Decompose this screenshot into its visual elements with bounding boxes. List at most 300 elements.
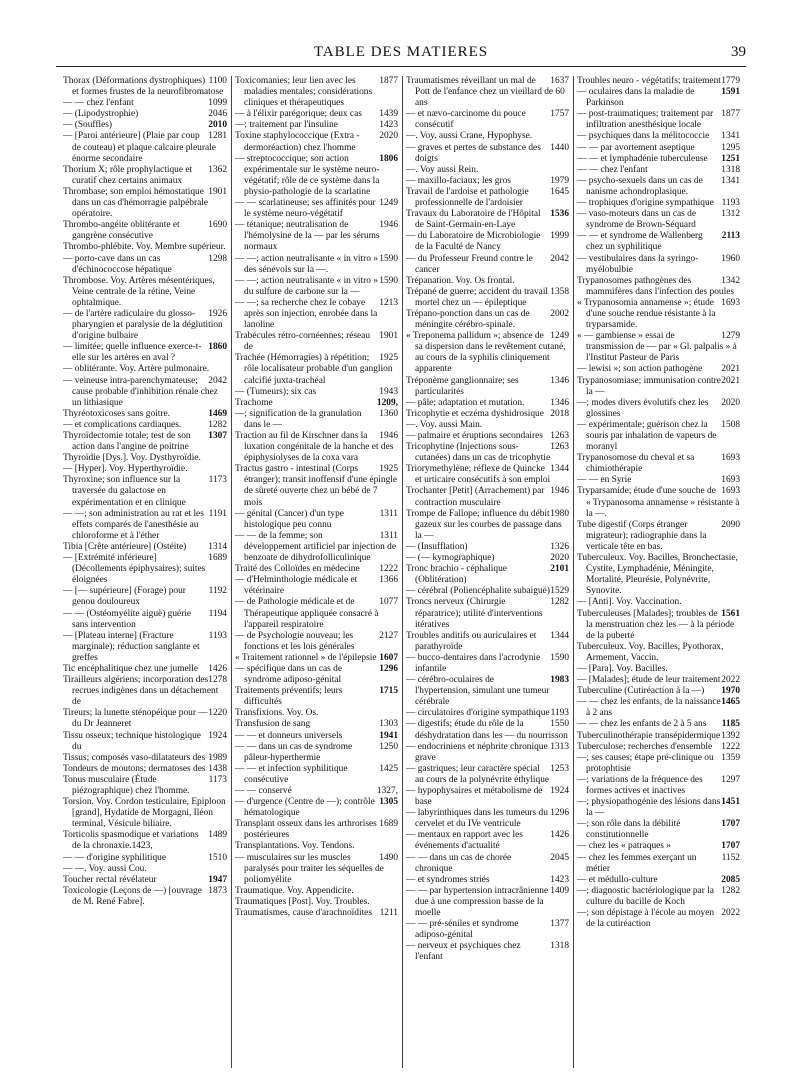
entry-page-number: 1249 (379, 198, 398, 209)
index-entry (577, 697, 740, 719)
entry-text: Tryparsamide; étude d'une souche de « Trypanosoma annamense » résistante à la —. (577, 486, 740, 519)
entry-text: Trypanosomes pathogènes des mammifères dans l'infection des poules (577, 275, 735, 297)
index-entry (63, 797, 227, 830)
index-entry (406, 486, 569, 508)
index-entry (235, 120, 398, 131)
entry-text: —; traitement par l'insuline (235, 120, 338, 131)
entry-text: Transplantations. Voy. Tendons. (235, 841, 355, 852)
entry-page-number: 1925 (379, 353, 398, 364)
index-entry (406, 919, 569, 941)
index-entry (63, 752, 227, 764)
entry-text: Thrombo-angéite oblitérante et gangrène consécutive (63, 220, 180, 242)
entry-text: Toxicomanies; leur lien avec les maladies mentales; considérations cliniques et thérapeutiques (235, 76, 373, 109)
index-entry (577, 275, 740, 298)
entry-text: — — par hypertension intracrânienne due à une compression basse de la moelle (406, 885, 549, 919)
entry-page-number: 1220 (208, 708, 227, 719)
entry-text: —; modes divers évolutifs chez les glossines (577, 397, 709, 419)
entry-text: — — d'origine syphilitique (63, 852, 166, 863)
entry-text: Tonus musculaire (Étude piézographique) chez l'homme. (63, 774, 190, 796)
entry-text: — (Insufflation) (406, 541, 468, 552)
entry-page-number: 2090 (721, 519, 740, 530)
entry-page-number: 1409 (550, 885, 569, 896)
index-entry (406, 719, 569, 741)
entry-page-number: 1465 (721, 697, 740, 708)
index-entry (235, 464, 398, 508)
entry-text: Traumatismes réveillant un mal de Pott de l'enfance chez un vieillard de 60 ans (406, 76, 565, 109)
index-entry (235, 397, 398, 409)
entry-page-number: 1438 (208, 763, 227, 774)
entry-text: — expérimentale; guérison chez la souris par inhalation de vapeurs de moranyl (577, 419, 717, 453)
entry-text: Triorymethylène; réflexe de Quincke et urticaire consécutifs à son emploi (406, 464, 551, 486)
entry-text: Tissu osseux; technique histologique du (63, 730, 201, 752)
index-entry (235, 708, 398, 719)
entry-text: — — dans un cas de chorée chronique (406, 852, 512, 874)
index-entry (406, 553, 569, 564)
index-entry (577, 453, 740, 475)
index-entry (577, 164, 740, 176)
entry-page-number: 1298 (208, 253, 227, 264)
entry-text: — de Psychologie nouveau; les fonctions et les lois générales (235, 630, 355, 652)
entry-text: — trophiques d'origine sympathique (577, 198, 714, 209)
entry-text: — limitée; quelle influence exerce-t-elle sur les artères en aval ? (63, 342, 202, 364)
index-entry (577, 874, 740, 886)
index-entry (577, 675, 740, 686)
index-entry (406, 209, 569, 231)
entry-page-number: 1690 (208, 220, 227, 231)
entry-text: —. Voy. aussi Main. (406, 419, 483, 430)
entry-page-number: 1983 (550, 675, 569, 686)
entry-text: — chez les « patraques » (577, 841, 671, 852)
entry-text: —; diagnostic bactériologique par la culture du bacille de Koch (577, 885, 714, 907)
index-entry (235, 741, 398, 764)
entry-page-number: 2101 (550, 564, 569, 575)
entry-page-number: 1185 (721, 719, 740, 730)
entry-page-number: 1536 (550, 209, 569, 220)
entry-text: —; variations de la fréquence des formes actives et inactives (577, 774, 703, 796)
entry-text: — bucco-dentaires dans l'acrodynie infantile (406, 652, 541, 674)
index-entry (235, 253, 398, 276)
entry-page-number: 2018 (550, 408, 569, 419)
entry-page-number: 1318 (721, 164, 740, 175)
entry-text: — d'Helminthologie médicale et vétérinaire (235, 575, 358, 597)
entry-text: Traumatique. Voy. Appendicite. (235, 885, 354, 896)
entry-page-number: 1451 (721, 797, 740, 808)
entry-text: — à l'élixir parégorique; deux cas (235, 109, 362, 120)
index-entry (235, 153, 398, 198)
entry-page-number: 1590 (379, 275, 398, 286)
entry-text: — palmaire et éruptions secondaires (406, 431, 543, 441)
entry-page-number: 1211 (379, 908, 398, 919)
index-entry (63, 708, 227, 730)
entry-page-number: 1645 (550, 186, 569, 197)
entry-page-number: 1529 (550, 586, 569, 597)
entry-page-number: 1077 (379, 597, 398, 608)
page-number: 39 (731, 44, 746, 60)
entry-text: Thrombo-phlébite. Voy. Membre supérieur. (63, 242, 226, 253)
entry-text: — (Tumeurs); six cas (235, 386, 317, 397)
entry-page-number: 1100 (208, 76, 227, 86)
entry-text: Thrombase; son emploi hémostatique dans un cas d'hémorragie palpébrale opératoire. (63, 186, 209, 220)
entry-page-number: 1282 (208, 419, 227, 430)
entry-text: Tuberculinothérapie transépidermique (577, 730, 721, 741)
entry-text: — oblitérante. Voy. Artère pulmonaire. (63, 364, 210, 375)
index-entry (577, 175, 740, 198)
entry-text: Thyroïdectomie totale; test de son action dans l'angine de poitrine (63, 431, 191, 453)
entry-page-number: 1250 (379, 741, 398, 752)
entry-page-number: 1253 (550, 763, 569, 774)
entry-page-number: 1489 (208, 830, 227, 841)
entry-page-number: 1877 (379, 76, 398, 86)
entry-page-number: 2010 (208, 120, 227, 131)
index-entry (63, 830, 227, 852)
entry-page-number: 1425 (379, 763, 398, 774)
entry-text: —; signification de la granulation dans le — (235, 408, 362, 430)
entry-text: Tuberculose; recherches d'ensemble (577, 741, 713, 752)
index-entry (63, 375, 227, 409)
entry-text: Torticolis spasmodique et variations de la chronaxie.1423, (63, 830, 199, 852)
index-entry (63, 763, 227, 775)
entry-page-number: 1359 (721, 752, 740, 763)
entry-page-number: 1926 (208, 308, 227, 319)
index-entry (63, 431, 227, 453)
entry-page-number: 1423 (379, 120, 398, 131)
entry-text: Trépano-ponction dans un cas de méningite cérébro-spinale. (406, 308, 530, 331)
index-entry (235, 719, 398, 730)
entry-page-number: 1213 (379, 297, 398, 308)
index-entry (577, 109, 740, 131)
entry-page-number: 2113 (721, 231, 740, 242)
index-entry (406, 941, 569, 963)
entry-text: — maxillo-faciaux; les gros (406, 175, 511, 186)
index-entry (577, 297, 740, 331)
entry-text: Thyréotoxicoses sans goitre. (63, 408, 171, 419)
entry-page-number: 1439 (379, 109, 398, 120)
index-entry (63, 553, 227, 586)
entry-text: — chez les femmes exerçant un métier (577, 852, 697, 874)
entry-text: — [Extrémité inférieure] (Décollements épiphysaires); suites éloignées (63, 553, 206, 586)
entry-text: — nerveux et psychiques chez l'enfant (406, 941, 521, 963)
index-entry (63, 242, 227, 253)
index-entry (235, 908, 398, 919)
index-entry (235, 331, 398, 353)
entry-page-number: 1193 (721, 198, 740, 209)
entry-text: — —; sa recherche chez le cobaye après son injection, enrobée dans la lanoline (235, 297, 378, 331)
entry-page-number: 1326 (550, 541, 569, 552)
entry-text: — [— supérieure] (Forage) pour genou douloureux (63, 586, 186, 608)
entry-page-number: 1979 (550, 175, 569, 186)
index-entry (406, 286, 569, 309)
entry-text: Thorium X; rôle prophylactique et curatif chez certains animaux (63, 164, 193, 186)
index-entry (63, 186, 227, 220)
entry-text: Toxicologie (Leçons de —) [ouvrage de M. René Fabre]. (63, 885, 202, 907)
entry-text: — [Malades]; étude de leur traitement (577, 675, 721, 686)
index-entry (577, 331, 740, 364)
entry-text: — d'urgence (Centre de —); contrôle hématologique (235, 797, 375, 819)
entry-text: — de l'artère radiculaire du glosso-pharyngien et paralysie de la déglutition d'origine bulbaire (63, 308, 223, 342)
index-entry (577, 553, 740, 597)
entry-text: — — en Syrie (577, 475, 632, 486)
index-entry (63, 464, 227, 475)
index-entry (235, 297, 398, 331)
index-entry (63, 475, 227, 508)
entry-text: — pâle; adaptation et mutation. (406, 397, 525, 408)
entry-page-number: 2085 (721, 874, 740, 885)
index-column-1 (60, 76, 231, 1068)
entry-text: — et syndromes striés (406, 874, 490, 885)
entry-text: Tricophytie et eczéma dyshidrosique (406, 408, 544, 419)
entry-text: — [Paroi antérieure] (Plaie par coup de couteau) et plaque calcaire pleurale énorme secondaire (63, 131, 216, 164)
entry-page-number: 1943 (379, 386, 398, 397)
entry-text: — — dans un cas de syndrome pâleur-hyperthermie (235, 741, 353, 763)
index-entry (406, 186, 569, 209)
index-entry (63, 874, 227, 886)
entry-page-number: 1222 (379, 564, 398, 575)
index-entry (406, 508, 569, 542)
entry-page-number: 1377 (550, 919, 569, 930)
index-entry (63, 453, 227, 464)
entry-text: — — chez l'enfant (577, 164, 648, 175)
entry-text: Traitements préventifs; leurs difficultés (235, 686, 343, 708)
entry-text: — — de la femme; son développement artificiel par injection de benzoate de dihydrofolliculinique (235, 530, 397, 564)
index-entry (406, 275, 569, 287)
entry-text: — et complications cardiaques. (63, 419, 182, 430)
entry-page-number: 1099 (208, 98, 227, 109)
entry-text: — labyrinthiques dans les tumeurs du cervelet et du IVe ventricule (406, 808, 548, 830)
entry-page-number: 1346 (550, 375, 569, 386)
entry-text: Troncs nerveux (Chirurgie réparatrice); utilité d'interventions itératives (406, 597, 543, 630)
index-entry (406, 597, 569, 630)
index-entry (406, 375, 569, 398)
entry-text: — [Hyper]. Voy. Hyperthyroïdie. (63, 464, 188, 475)
entry-page-number: 1314 (208, 541, 227, 552)
entry-page-number: 1970 (721, 686, 740, 697)
index-entry (406, 397, 569, 409)
entry-text: Thyroïdie [Dys.]. Voy. Dysthyroïdie. (63, 453, 201, 464)
index-entry (63, 220, 227, 242)
index-entry (406, 874, 569, 886)
entry-page-number: 1924 (208, 730, 227, 741)
entry-page-number: 2042 (550, 253, 569, 264)
entry-text: Tirailleurs algériens; incorporation des recrues indigènes dans un détachement de (63, 675, 219, 708)
entry-text: Transfusion de sang (235, 719, 311, 730)
entry-text: — hypophysaires et métabolisme de base (406, 786, 543, 808)
index-entry (406, 109, 569, 131)
index-entry (406, 331, 569, 375)
entry-text: Toucher rectal révélateur (63, 874, 157, 885)
entry-page-number: 1209, (376, 397, 398, 408)
entry-page-number: 1508 (721, 419, 740, 430)
entry-text: — de Pathologie médicale et de Thérapeutique appliquée consacré à l'appareil respiratoire (235, 597, 379, 630)
index-entry (406, 708, 569, 719)
entry-text: Tuberculeuses [Malades]; troubles de la menstruation chez les — à la période de la puberté (577, 608, 735, 641)
index-entry (406, 164, 569, 176)
entry-page-number: 1901 (379, 331, 398, 342)
entry-page-number: 1693 (721, 486, 740, 497)
index-entry (577, 797, 740, 819)
entry-page-number: 1490 (379, 852, 398, 863)
index-entry (577, 397, 740, 420)
entry-text: Trabécules rétro-cornéennes; réseau de (235, 331, 371, 353)
entry-page-number: 1173 (208, 475, 227, 486)
index-entry (63, 774, 227, 797)
index-entry (63, 852, 227, 864)
header-rule (56, 66, 746, 67)
entry-text: — psycho-sexuels dans un cas de nanisme achondroplasique. (577, 175, 703, 197)
index-entry (406, 741, 569, 764)
index-entry (577, 364, 740, 375)
entry-text: — (Souffles) (63, 120, 113, 131)
entry-text: —; physiopathogénie des lésions dans la — (577, 797, 721, 819)
entry-text: Trypanosomose du cheval et sa chimiothérapie (577, 453, 695, 475)
index-entry (406, 763, 569, 786)
entry-text: Tricophytine (Injections sous-cutanées) dans un cas de tricophytie (406, 442, 551, 464)
index-entry (63, 164, 227, 187)
entry-text: — [Plateau interne] (Fracture marginale); réduction sanglante et greffes (63, 630, 200, 663)
index-entry (63, 342, 227, 364)
index-entry (577, 76, 740, 87)
index-entry (235, 131, 398, 153)
index-entry (406, 830, 569, 852)
entry-text: — tétanique; neutralisation de l'hémolysine de la — par les sérums normaux (235, 220, 380, 253)
entry-page-number: 1305 (379, 797, 398, 808)
entry-page-number: 1251 (721, 153, 740, 164)
entry-page-number: 1693 (721, 453, 740, 464)
entry-text: — oculaires dans la maladie de Parkinson (577, 87, 695, 109)
entry-page-number: 1313 (550, 741, 569, 752)
entry-text: Toxine staphylococcique (Extra - dermoréaction) chez l'homme (235, 131, 360, 153)
entry-page-number: 1222 (721, 741, 740, 752)
index-entry (577, 908, 740, 930)
entry-page-number: 1980 (550, 508, 569, 519)
entry-text: Tondeurs de moutons; dermatoses des (63, 763, 206, 774)
entry-page-number: 1152 (721, 852, 740, 863)
index-entry (577, 597, 740, 608)
index-entry (235, 353, 398, 386)
index-entry (235, 786, 398, 797)
entry-page-number: 1360 (379, 408, 398, 419)
entry-text: Thyroxine; son influence sur la traversée du galactose en expérimentation et en clinique (63, 475, 186, 508)
entry-page-number: 1263 (550, 442, 569, 453)
entry-page-number: 1173 (208, 774, 227, 785)
index-entry (235, 819, 398, 841)
entry-page-number: 1941 (379, 730, 398, 741)
entry-page-number: 1901 (208, 186, 227, 197)
entry-text: Trachome (235, 397, 273, 408)
entry-page-number: 1607 (379, 652, 398, 663)
entry-text: Tuberculine (Cutiréaction à la —) (577, 686, 705, 697)
index-entry (235, 431, 398, 464)
entry-page-number: 1312 (721, 209, 740, 220)
index-entry (577, 752, 740, 775)
entry-text: « Traitement rationnel » de l'épilepsie (235, 652, 377, 663)
entry-page-number: 1440 (550, 142, 569, 153)
index-entry (63, 675, 227, 708)
index-column-4 (573, 76, 744, 1068)
entry-page-number: 1715 (379, 686, 398, 697)
entry-page-number: 1423 (550, 874, 569, 885)
entry-text: — porto-cave dans un cas d'échinococcose hépatique (63, 253, 172, 275)
index-entry (406, 408, 569, 420)
entry-text: —. Voy aussi Rein. (406, 164, 479, 175)
entry-page-number: 1860 (208, 342, 227, 353)
entry-text: Troubles anditifs ou auriculaires et parathyroïde (406, 630, 537, 652)
entry-text: — circulatoires d'origine sympathique (406, 708, 550, 719)
index-entry (406, 675, 569, 708)
entry-page-number: 1561 (721, 608, 740, 619)
entry-text: — du Professeur Freund contre le cancer (406, 253, 533, 275)
entry-page-number: 2127 (379, 630, 398, 641)
index-columns (60, 76, 746, 1068)
entry-page-number: 1392 (721, 730, 740, 741)
index-entry (577, 519, 740, 553)
index-entry (577, 663, 740, 675)
index-column-3 (402, 76, 573, 1068)
entry-text: « Treponema pallidum »; absence de sa dispersion dans le revêtement cutané, au cours de la syphilis cliniquement apparente (406, 331, 566, 375)
entry-text: —; ses causes; étape pré-clinique ou protophtisie (577, 752, 714, 774)
index-entry (577, 87, 740, 109)
index-entry (235, 76, 398, 109)
entry-text: Tuberculeux. Voy. Bacilles, Pyothorax, Armement, Vaccin. (577, 641, 724, 663)
entry-text: —; son dépistage à l'école au moyen de la cutiréaction (577, 908, 715, 930)
entry-page-number: 2022 (721, 675, 740, 686)
entry-page-number: 1311 (379, 530, 398, 541)
entry-text: — [Anti]. Voy. Vaccination. (577, 597, 682, 608)
entry-page-number: 1366 (379, 575, 398, 586)
index-entry (63, 630, 227, 664)
entry-text: Troubles neuro - végétatifs; traitement (577, 76, 721, 86)
index-entry (577, 153, 740, 165)
entry-text: Trachée (Hémorragies) à répétition; rôle localisateur probable d'un ganglion calcifié juxta-trachéal (235, 353, 393, 386)
index-entry (235, 630, 398, 653)
index-entry (235, 663, 398, 686)
index-entry (235, 797, 398, 819)
index-entry (235, 530, 398, 564)
index-entry (63, 541, 227, 553)
index-entry (577, 819, 740, 841)
entry-text: — — chez l'enfant (63, 98, 134, 109)
entry-page-number: 1362 (208, 164, 227, 175)
index-entry (577, 741, 740, 753)
index-entry (235, 575, 398, 597)
entry-text: — post-traumatiques; traitement par infiltration anesthésique locale (577, 109, 714, 131)
entry-page-number: 1327, (376, 786, 398, 796)
entry-text: Tibia [Crête antérieure] (Ostéite) (63, 541, 187, 552)
entry-text: Torsion. Voy. Cordon testiculaire, Epiploon [grand], Hydatide de Morgagni, Iléon terminal, Vésicule biliaire. (63, 797, 226, 830)
entry-text: Tronc brachio - céphalique (Oblitération) (406, 564, 507, 586)
index-entry (63, 109, 227, 120)
index-entry (63, 253, 227, 276)
entry-text: — —; son administration au rat et les effets comparés de l'anesthésie au chloroforme et à l'éther (63, 508, 204, 541)
entry-text: — — pré-séniles et syndrome adiposo-génital (406, 919, 519, 941)
entry-page-number: 1757 (550, 109, 569, 120)
entry-text: — — et infection syphilitique consécutive (235, 763, 348, 785)
entry-page-number: 1689 (208, 553, 227, 564)
index-entry (577, 475, 740, 486)
index-entry (235, 852, 398, 886)
entry-text: — vestibulaires dans la syringo-myélobulbie (577, 253, 699, 275)
entry-page-number: 1426 (208, 663, 227, 674)
index-entry (577, 142, 740, 154)
entry-page-number: 2020 (379, 131, 398, 142)
page-title: TABLE DES MATIERES (313, 44, 489, 60)
entry-text: — streptococcique; son action expérimentale sur le système neuro-végétatif; rôle de ce système dans la physio-pathologie de la scarlatine (235, 153, 380, 197)
index-entry (406, 564, 569, 586)
index-entry (235, 508, 398, 531)
index-entry (406, 142, 569, 165)
entry-page-number: 1278 (208, 675, 227, 686)
index-entry (406, 442, 569, 464)
entry-page-number: 1303 (379, 719, 398, 730)
